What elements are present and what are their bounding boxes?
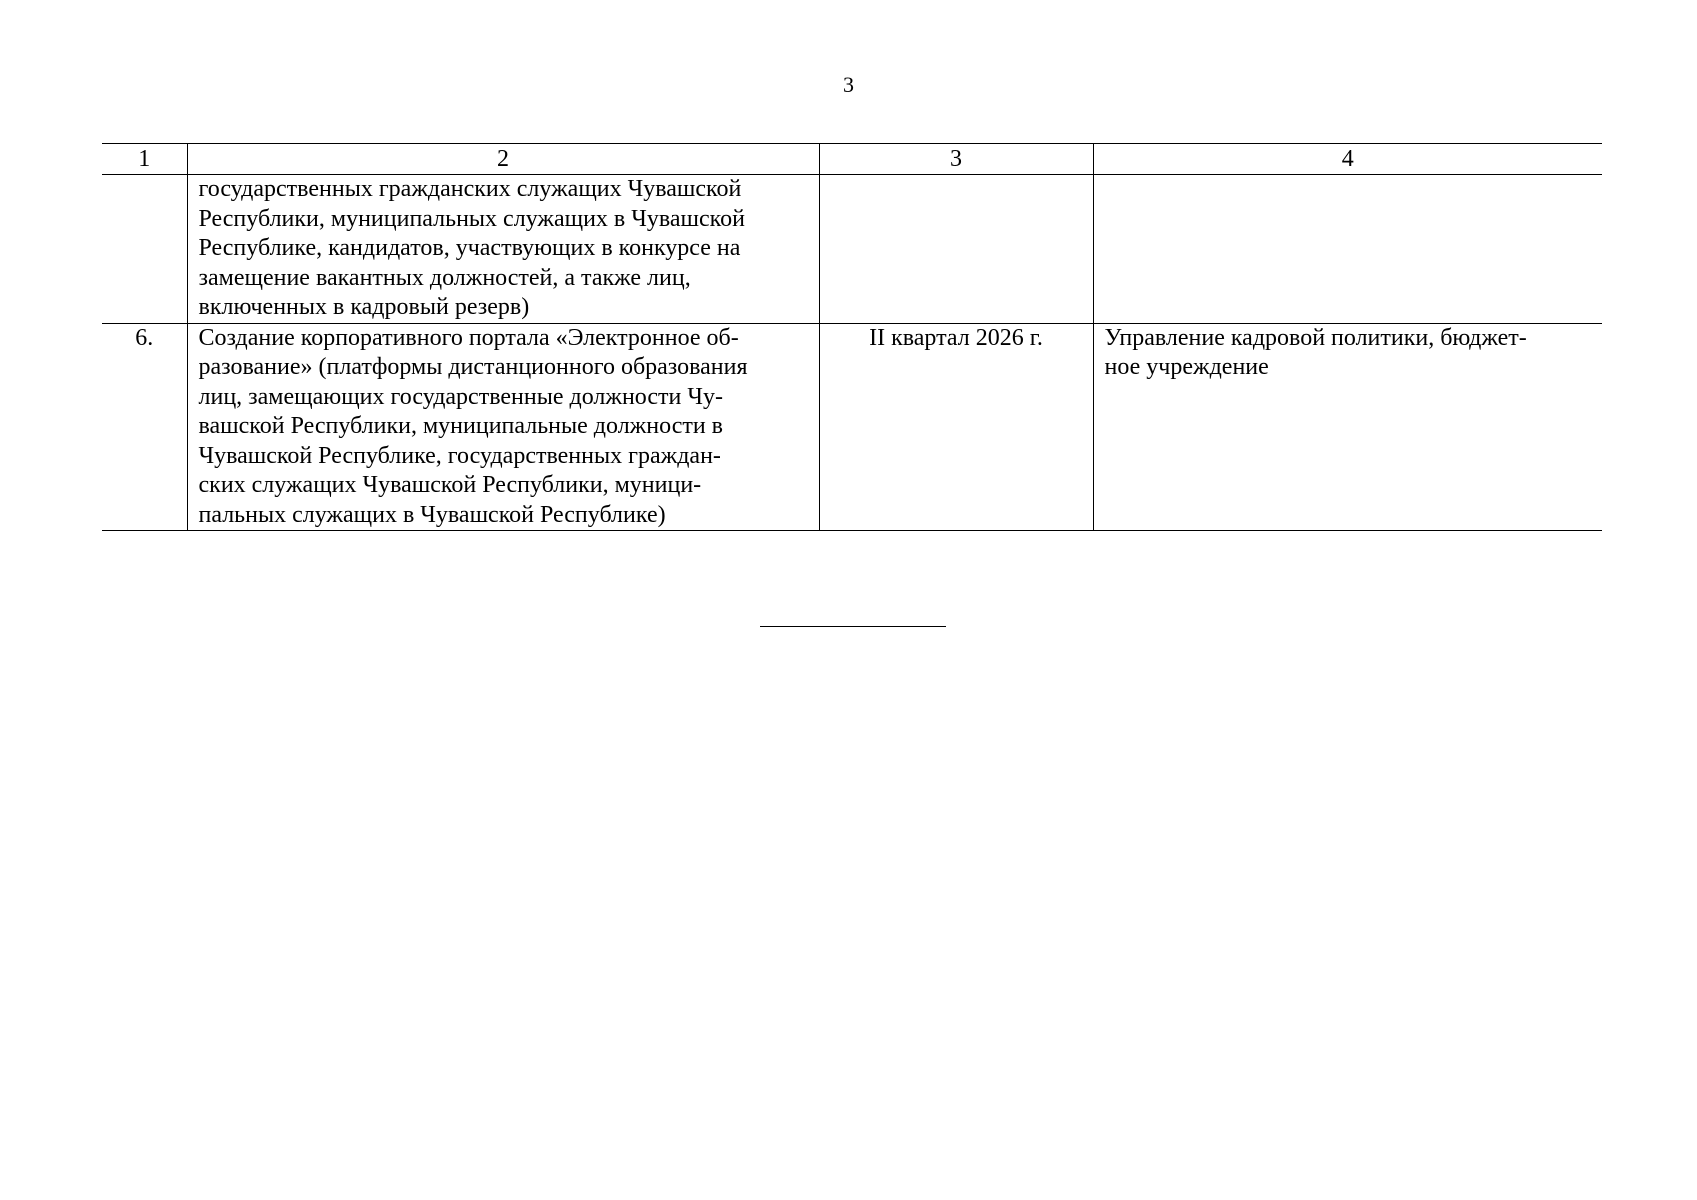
description-line: Республики, муниципальных служащих в Чувашской [198,205,745,232]
description-line: Создание корпоративного портала «Электронное об- [198,324,739,351]
row-responsible-cell [1093,323,1602,531]
responsible-line: Управление кадровой политики, бюджет- [1104,324,1527,351]
description-line: вашской Республики, муниципальные должности в [198,413,724,439]
description-line: пальных служащих в Чувашской Республике) [198,501,666,528]
column-header-2: 2 [187,144,819,175]
responsible-line: ное учреждение [1104,354,1269,380]
table-row-continuation [102,175,1602,324]
row-deadline-cell [819,175,1093,324]
description-line: Республике, кандидатов, участвующих в конкурсе на [198,235,741,261]
table-row-6 [102,323,1602,531]
description-line: разование» (платформы дистанционного образования [198,354,748,380]
description-line: включенных в кадровый резерв) [198,294,530,320]
row-number-cell: 6. [102,323,187,531]
description-line: лиц, замещающих государственные должности Чу- [198,383,723,410]
row-description-cell [187,175,819,324]
description-line: Чувашской Республике, государственных граждан- [198,442,721,469]
row-description-cell [187,323,819,531]
row-number-cell [102,175,187,324]
description-line: замещение вакантных должностей, а также лиц, [198,264,691,291]
row-responsible-cell [1093,175,1602,324]
column-header-1: 1 [102,144,187,175]
end-of-document-rule [760,626,946,627]
row-deadline-cell: II квартал 2026 г. [819,323,1093,531]
column-header-3: 3 [819,144,1093,175]
table-header-row [102,144,1602,175]
page-number: 3 [843,72,854,97]
description-line: государственных гражданских служащих Чувашской [198,176,742,202]
plan-table [102,143,1602,531]
description-line: ских служащих Чувашской Республики, муници- [198,472,702,498]
column-header-4: 4 [1093,144,1602,175]
